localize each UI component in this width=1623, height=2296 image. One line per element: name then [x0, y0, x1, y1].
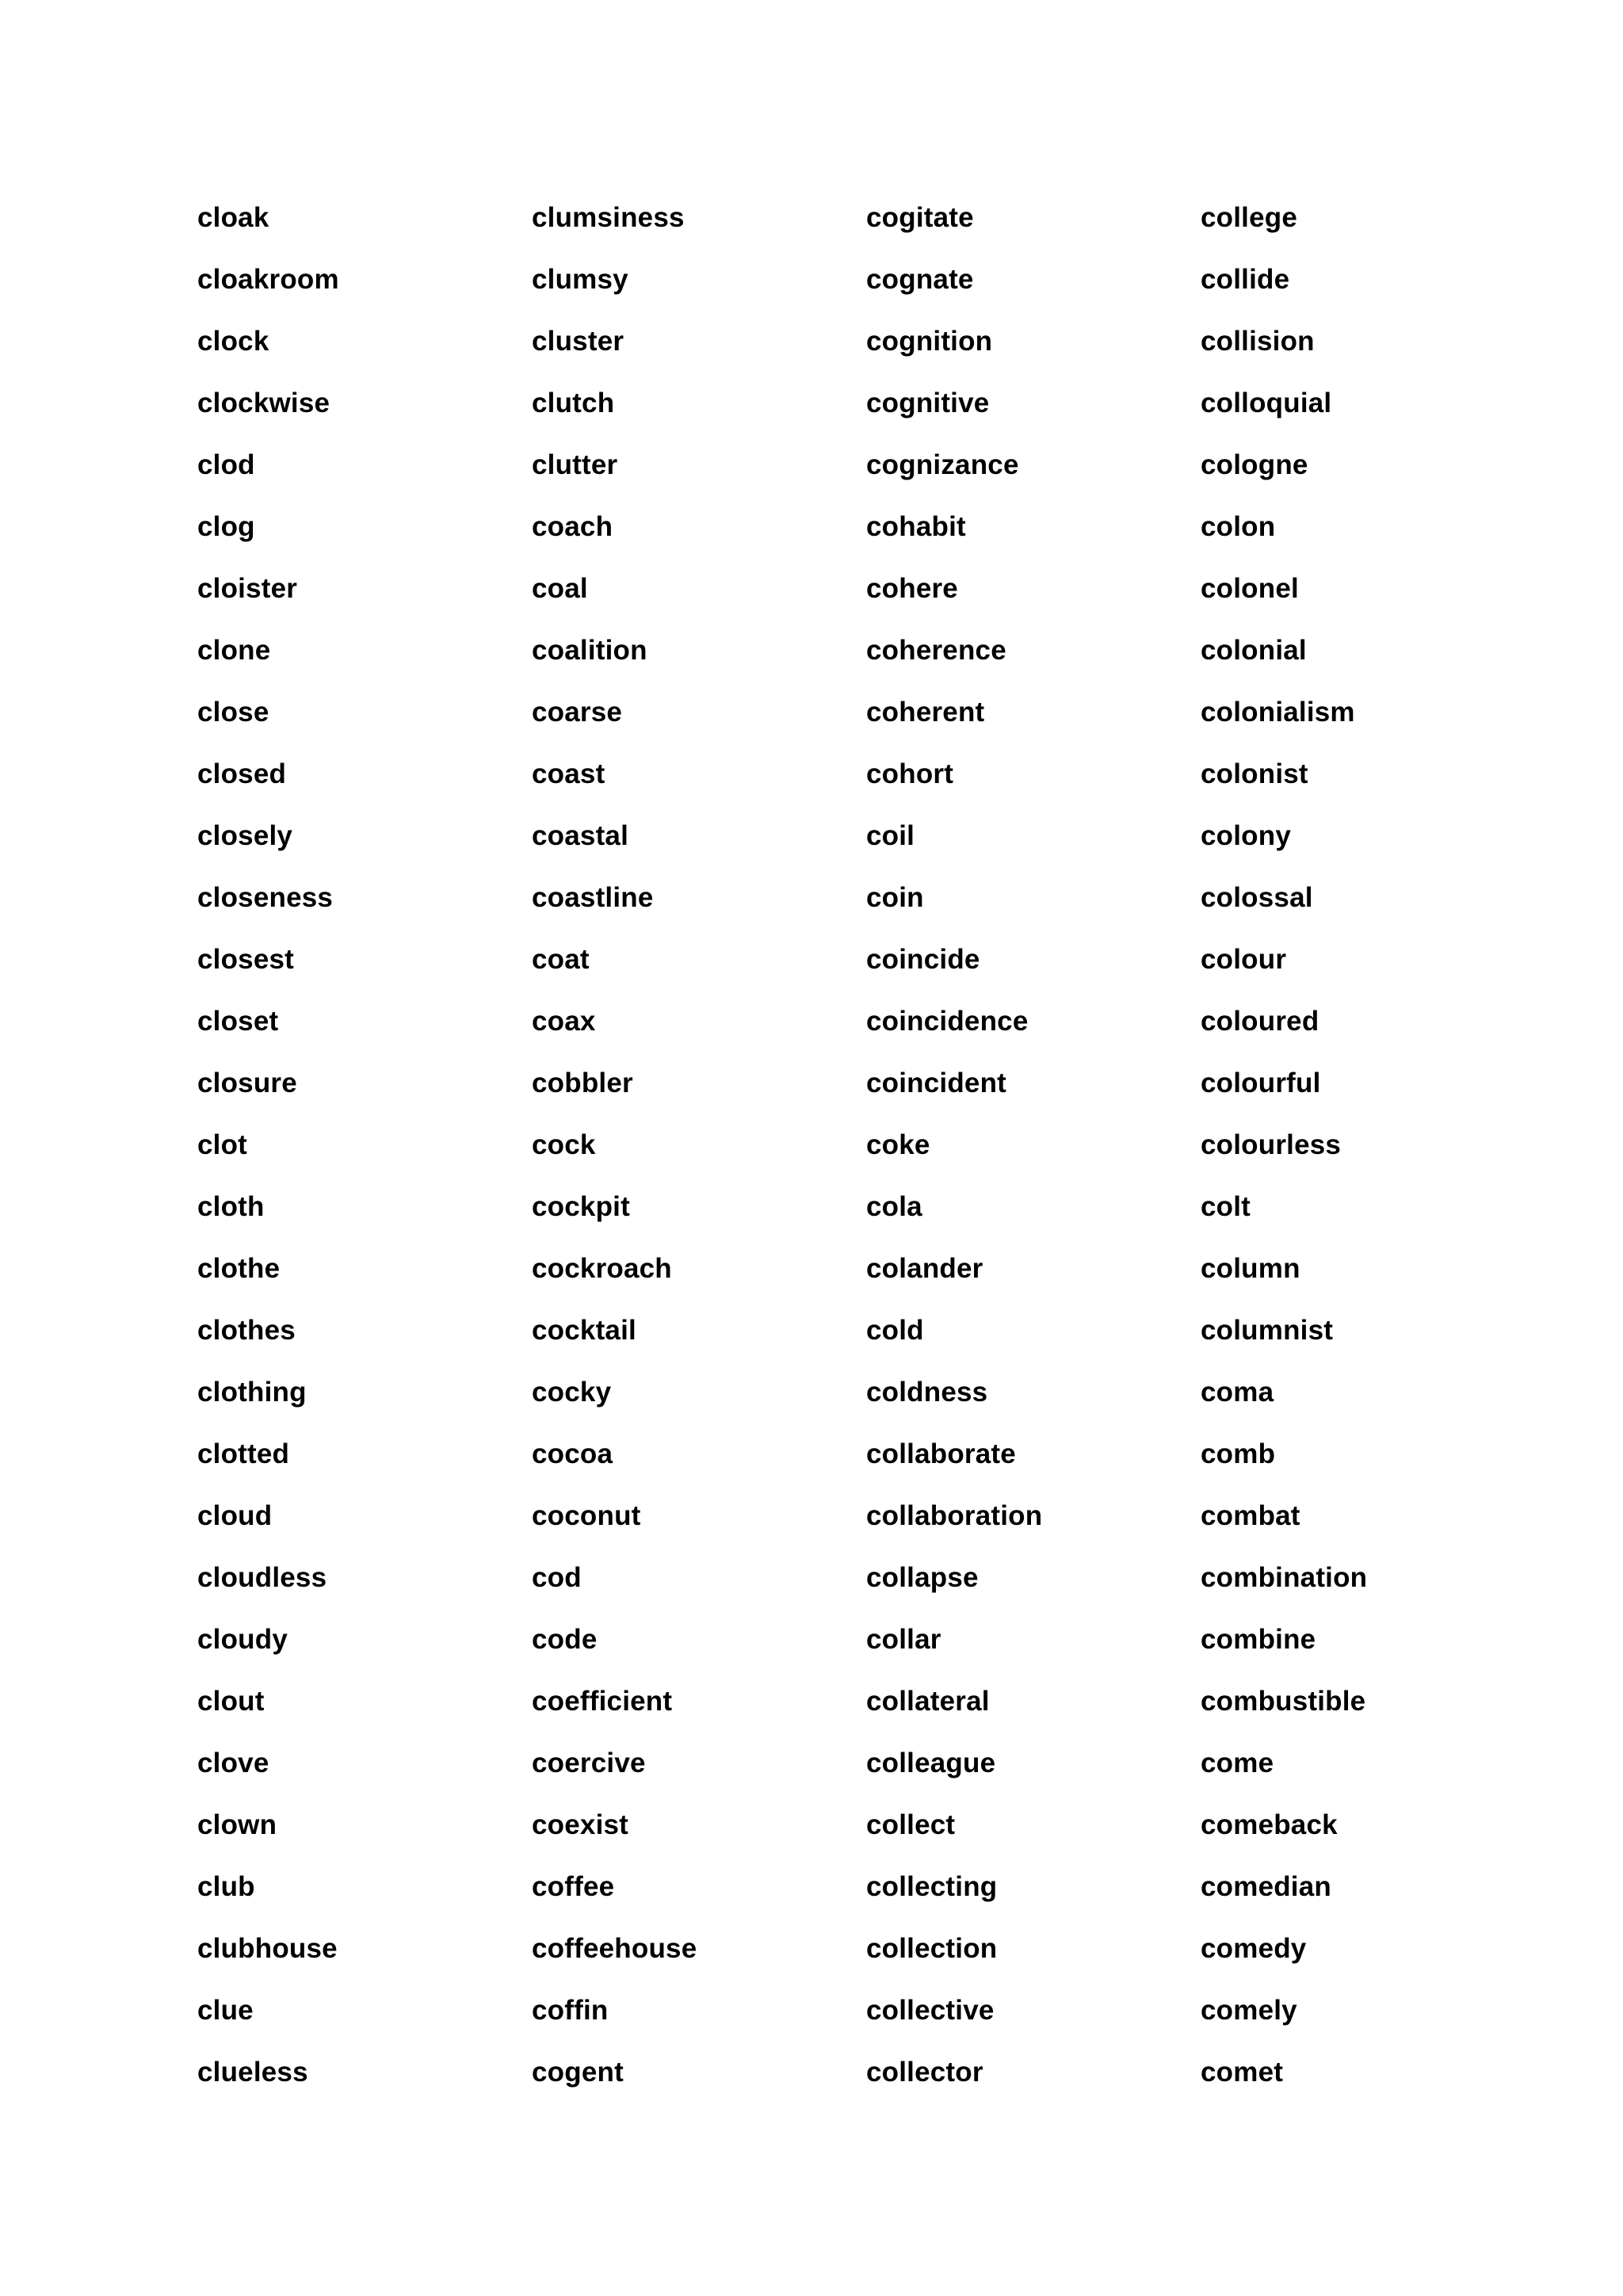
word-entry: collaborate — [866, 1438, 1016, 1469]
word-entry: clock — [197, 326, 269, 357]
word-entry: coloured — [1201, 1006, 1319, 1037]
word-entry: cod — [532, 1562, 582, 1593]
word-entry: comedy — [1201, 1933, 1307, 1964]
word-entry: cloth — [197, 1191, 265, 1222]
word-entry: come — [1201, 1748, 1274, 1778]
word-entry: coax — [532, 1006, 596, 1037]
word-entry: combine — [1201, 1624, 1316, 1655]
word-entry: clueless — [197, 2057, 308, 2088]
word-entry: coconut — [532, 1500, 641, 1531]
word-entry: colon — [1201, 511, 1276, 542]
word-entry: cockpit — [532, 1191, 630, 1222]
word-entry: comedian — [1201, 1871, 1331, 1902]
word-entry: collecting — [866, 1871, 998, 1902]
word-entry: close — [197, 697, 269, 728]
word-entry: combination — [1201, 1562, 1368, 1593]
word-entry: clotted — [197, 1438, 290, 1469]
word-entry: cohabit — [866, 511, 966, 542]
word-entry: coastal — [532, 820, 629, 851]
word-entry: coin — [866, 882, 924, 913]
word-entry: clown — [197, 1809, 277, 1840]
word-entry: collateral — [866, 1686, 990, 1717]
word-entry: cocoa — [532, 1438, 613, 1469]
word-entry: closely — [197, 820, 293, 851]
word-entry: colour — [1201, 944, 1287, 975]
word-entry: combat — [1201, 1500, 1300, 1531]
word-entry: comely — [1201, 1995, 1297, 2026]
word-entry: coat — [532, 944, 590, 975]
word-entry: cocktail — [532, 1315, 636, 1346]
word-entry: cognate — [866, 264, 974, 295]
word-entry: coal — [532, 573, 588, 604]
word-entry: clumsiness — [532, 202, 685, 233]
word-entry: cocky — [532, 1377, 612, 1408]
word-entry: columnist — [1201, 1315, 1334, 1346]
word-entry: clout — [197, 1686, 265, 1717]
word-entry: cognitive — [866, 388, 990, 418]
word-entry: comb — [1201, 1438, 1276, 1469]
word-entry: cohere — [866, 573, 958, 604]
word-entry: coach — [532, 511, 613, 542]
word-entry: colonialism — [1201, 697, 1355, 728]
word-entry: cogitate — [866, 202, 974, 233]
word-entry: clod — [197, 449, 255, 480]
word-entry: collector — [866, 2057, 983, 2088]
word-entry: coincide — [866, 944, 980, 975]
word-entry: coherence — [866, 635, 1006, 666]
word-entry: coffeehouse — [532, 1933, 697, 1964]
word-entry: collaboration — [866, 1500, 1043, 1531]
word-entry: combustible — [1201, 1686, 1366, 1717]
word-entry: cognizance — [866, 449, 1019, 480]
word-entry: comet — [1201, 2057, 1284, 2088]
word-entry: colourful — [1201, 1068, 1321, 1098]
word-entry: clockwise — [197, 388, 330, 418]
word-entry: cologne — [1201, 449, 1308, 480]
word-entry: cock — [532, 1129, 596, 1160]
word-entry: cobbler — [532, 1068, 633, 1098]
word-entry: colloquial — [1201, 388, 1332, 418]
word-entry: colonial — [1201, 635, 1307, 666]
word-entry: coast — [532, 758, 605, 789]
word-entry: cloak — [197, 202, 269, 233]
word-entry: cola — [866, 1191, 922, 1222]
word-entry: closeness — [197, 882, 334, 913]
word-entry: clubhouse — [197, 1933, 338, 1964]
word-entry: column — [1201, 1253, 1300, 1284]
word-entry: colony — [1201, 820, 1291, 851]
word-entry: cockroach — [532, 1253, 672, 1284]
word-entry: cloudy — [197, 1624, 288, 1655]
word-entry: college — [1201, 202, 1298, 233]
word-entry: coincidence — [866, 1006, 1029, 1037]
word-entry: coalition — [532, 635, 647, 666]
word-entry: cogent — [532, 2057, 624, 2088]
word-entry: coincident — [866, 1068, 1007, 1098]
word-entry: clutter — [532, 449, 618, 480]
word-entry: clumsy — [532, 264, 628, 295]
word-entry: coke — [866, 1129, 930, 1160]
word-entry: clutch — [532, 388, 615, 418]
word-entry: cold — [866, 1315, 924, 1346]
word-entry: clothing — [197, 1377, 307, 1408]
word-entry: coma — [1201, 1377, 1274, 1408]
word-entry: collective — [866, 1995, 995, 2026]
word-entry: colt — [1201, 1191, 1251, 1222]
word-entry: cloud — [197, 1500, 273, 1531]
word-entry: cognition — [866, 326, 993, 357]
word-entry: coffin — [532, 1995, 609, 2026]
word-entry: closest — [197, 944, 295, 975]
word-entry: clove — [197, 1748, 269, 1778]
word-entry: coefficient — [532, 1686, 673, 1717]
word-entry: clothes — [197, 1315, 296, 1346]
word-entry: clue — [197, 1995, 254, 2026]
word-entry: closure — [197, 1068, 297, 1098]
word-entry: closet — [197, 1006, 279, 1037]
word-entry: colander — [866, 1253, 983, 1284]
word-entry: clone — [197, 635, 271, 666]
word-entry: coldness — [866, 1377, 988, 1408]
word-entry: coastline — [532, 882, 654, 913]
word-entry: clothe — [197, 1253, 281, 1284]
word-entry: coercive — [532, 1748, 646, 1778]
word-entry: collect — [866, 1809, 956, 1840]
word-entry: coherent — [866, 697, 985, 728]
word-entry: coexist — [532, 1809, 629, 1840]
word-entry: cloister — [197, 573, 298, 604]
word-entry: coil — [866, 820, 915, 851]
word-entry: collar — [866, 1624, 941, 1655]
word-entry: cloakroom — [197, 264, 339, 295]
word-entry: colourless — [1201, 1129, 1342, 1160]
word-entry: colleague — [866, 1748, 996, 1778]
word-entry: collapse — [866, 1562, 979, 1593]
word-entry: cluster — [532, 326, 624, 357]
word-entry: collision — [1201, 326, 1315, 357]
word-entry: colossal — [1201, 882, 1313, 913]
word-entry: cloudless — [197, 1562, 327, 1593]
word-entry: collection — [866, 1933, 998, 1964]
word-entry: code — [532, 1624, 598, 1655]
word-entry: club — [197, 1871, 255, 1902]
word-entry: collide — [1201, 264, 1290, 295]
word-entry: cohort — [866, 758, 954, 789]
word-entry: clot — [197, 1129, 248, 1160]
word-entry: colonist — [1201, 758, 1308, 789]
word-entry: closed — [197, 758, 287, 789]
word-entry: comeback — [1201, 1809, 1338, 1840]
word-entry: clog — [197, 511, 255, 542]
word-entry: coarse — [532, 697, 623, 728]
word-entry: colonel — [1201, 573, 1299, 604]
word-entry: coffee — [532, 1871, 615, 1902]
